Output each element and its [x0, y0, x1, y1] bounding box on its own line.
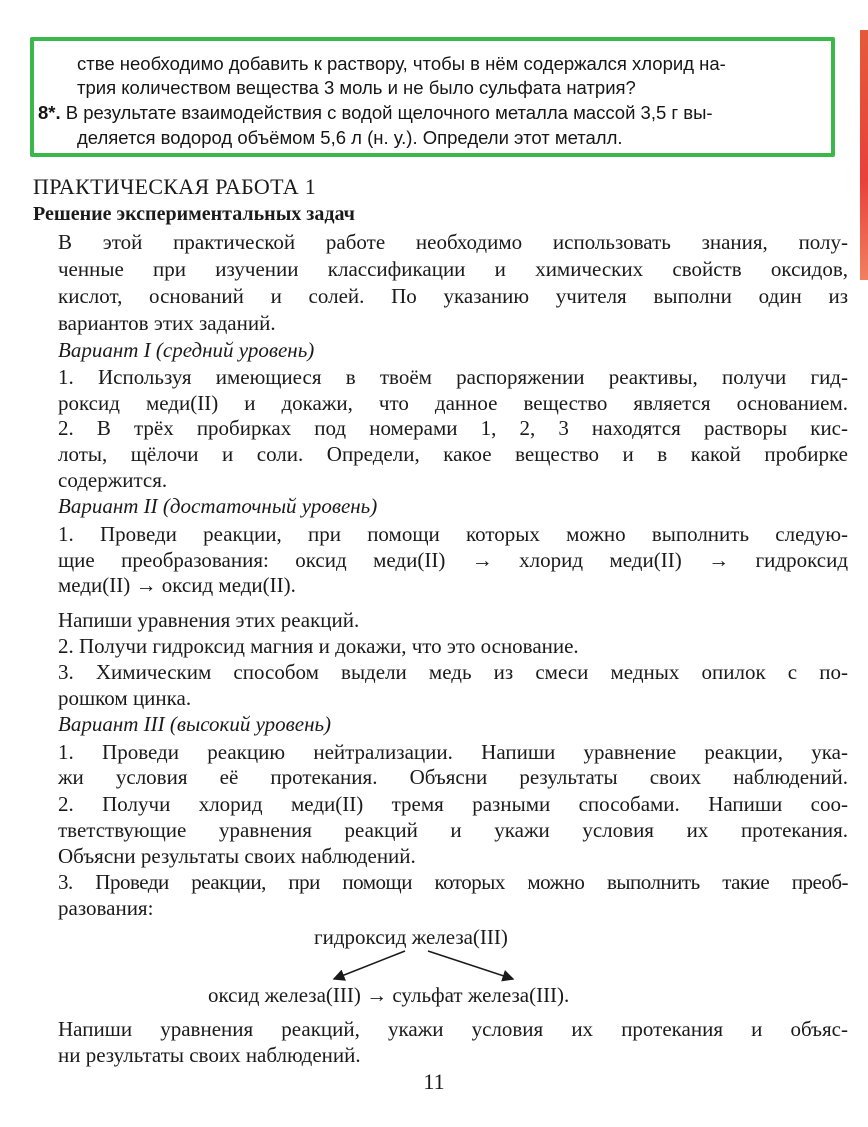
variant-3-line: Объясни результаты своих наблюдений. — [58, 844, 416, 868]
task-text-line: трия количеством вещества 3 моль и не было сульфата натрия? — [77, 77, 636, 98]
variant-3-line: 3. Проведи реакции, при помощи которых можно выполнить такие преоб- — [58, 870, 848, 894]
variant-1-line: лоты, щёлочи и соли. Определи, какое вещество и в какой пробирке — [58, 442, 848, 466]
closing-line: ни результаты своих наблюдений. — [58, 1043, 361, 1067]
variant-2-line: 3. Химическим способом выдели медь из смеси медных опилок с по- — [58, 660, 848, 684]
variant-2-line: щие преобразования: оксид меди(II) → хлорид меди(II) → гидроксид — [58, 548, 848, 572]
intro-line: В этой практической работе необходимо использовать знания, полу- — [58, 230, 848, 254]
chapter-edge-tab — [860, 30, 868, 280]
variant-1-line: роксид меди(II) и докажи, что данное вещество является основанием. — [58, 391, 848, 415]
task-text-line: стве необходимо добавить к раствору, чтобы в нём содержался хлорид на- — [77, 53, 726, 74]
scheme-arrows — [320, 949, 530, 983]
page-number: 11 — [423, 1069, 445, 1094]
task-8-line — [38, 101, 713, 125]
intro-line: вариантов этих заданий. — [58, 311, 276, 335]
practical-work-subheading: Решение экспериментальных задач — [33, 203, 355, 225]
variant-2-title: Вариант II (достаточный уровень) — [58, 494, 378, 518]
variant-2-line: рошком цинка. — [58, 686, 192, 710]
closing-line: Напиши уравнения реакций, укажи условия их протекания и объяс- — [58, 1017, 848, 1041]
variant-2-line: Напиши уравнения этих реакций. — [58, 608, 360, 632]
practical-work-heading: ПРАКТИЧЕСКАЯ РАБОТА 1 — [33, 174, 317, 199]
intro-line: ченные при изучении классификации и химических свойств оксидов, — [58, 257, 848, 281]
variant-2-line: 2. Получи гидроксид магния и докажи, что это основание. — [58, 634, 579, 658]
previous-tasks-box — [30, 37, 835, 157]
variant-3-line: 1. Проведи реакцию нейтрализации. Напиши уравнение реакции, ука- — [58, 740, 848, 764]
arrow-right — [428, 951, 513, 979]
variant-1-line: 1. Используя имеющиеся в твоём распоряжении реактивы, получи гид- — [58, 365, 848, 389]
variant-1-line: содержится. — [58, 468, 168, 492]
task-text-line: В результате взаимодействия с водой щелочного металла массой 3,5 г вы- — [65, 102, 713, 123]
variant-1-line: 2. В трёх пробирках под номерами 1, 2, 3 находятся растворы кис- — [58, 416, 848, 440]
scheme-top-compound: гидроксид железа(III) — [314, 925, 508, 949]
variant-1-title: Вариант I (средний уровень) — [58, 338, 315, 362]
variant-3-line: 2. Получи хлорид меди(II) тремя разными способами. Напиши соо- — [58, 792, 848, 816]
task-8-number: 8*. — [38, 102, 61, 123]
arrow-left — [334, 951, 405, 979]
variant-3-line: жи условия её протекания. Объясни результаты своих наблюдений. — [58, 765, 848, 789]
variant-3-line: тветствующие уравнения реакций и укажи условия их протекания. — [58, 818, 848, 842]
variant-2-line: 1. Проведи реакции, при помощи которых можно выполнить следую- — [58, 522, 848, 546]
variant-2-line: меди(II) → оксид меди(II). — [58, 573, 296, 597]
scheme-bottom-line: оксид железа(III) → сульфат железа(III). — [208, 983, 570, 1007]
task-text-line: деляется водород объёмом 5,6 л (н. у.). Определи этот металл. — [77, 127, 623, 148]
variant-3-title: Вариант III (высокий уровень) — [58, 712, 332, 736]
variant-3-line: разования: — [58, 896, 154, 920]
intro-line: кислот, оснований и солей. По указанию учителя выполни один из — [58, 284, 848, 308]
